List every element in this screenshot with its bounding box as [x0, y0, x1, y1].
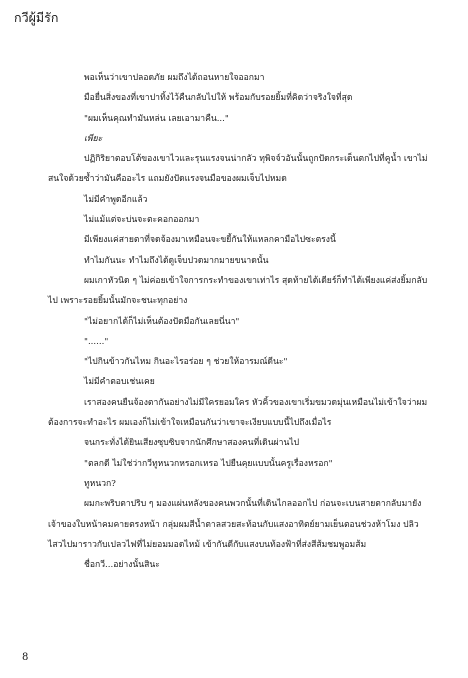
paragraph: "ไม่อยากได้ก็ไม่เห็นต้องปัดมือกันเลยนี่นา" [84, 316, 240, 327]
paragraph: ทูหนวก? [84, 478, 116, 489]
paragraph: ผมเกาหัวนิด ๆ ไม่ค่อยเข้าใจการกระทำของเขาเท่าไร สุดท้ายได้เดียร์ก็ทำได้เพียงแค่ส่งยิ้มกลับไป เพราะรอยยิ้มนั้นมักจะชนะทุกอย่าง [48, 275, 428, 307]
paragraph: จนกระทั่งได้ยินเสียงซุบซิบจากนักศึกษาสองคนที่เดินผ่านไป [84, 438, 300, 449]
paragraph: มีเพียงแค่สายตาที่จดจ้องมาเหมือนจะขยี้กันให้แหลกคามือไปซะตรงนี้ [84, 235, 336, 246]
paragraph: ชื่อกวี...อย่างนั้นสินะ [84, 560, 160, 571]
paragraph: เราสองคนยืนจ้องตากันอย่างไม่มีใครยอมใคร หัวคิ้วของเขาเริ่มขมวดมุ่นเหมือนไม่เข้าใจว่าผมต้องการจะทำอะไร ผมเองก็ไม่เข้าใจเหมือนกันว่าเขาจะเงียบแบบนี้ไปถึงเมื่อไร [48, 397, 428, 429]
paragraph: ไม่มีคำพูดอีกแล้ว [84, 194, 148, 205]
paragraph: ทำไมกันนะ ทำไมถึงได้ดูเจ็บปวดมากมายขนาดนั้น [84, 255, 269, 266]
paragraph: ปฏิกิริยาตอบโต้ของเขาไวและรุนแรงจนน่ากลัว ทุพิจจ์วอันนั้นถูกปัดกระเด็นตกไปที่คูน้ำ เขาไม่สนใจด้วยซ้ำว่ามันคืออะไร แถมยังปัดแรงจนมือของผมเจ็บไปหมด [48, 154, 428, 185]
paragraph: เพียะ [84, 133, 103, 144]
paragraph: "......" [84, 336, 109, 347]
paragraph: "ผมเห็นคุณทำมันหล่น เลยเอามาคืน..." [84, 113, 229, 124]
paragraph: "ไปกินข้าวกันไหม กินอะไรอร่อย ๆ ช่วยให้อารมณ์ดีนะ" [84, 357, 288, 368]
paragraph: "ตลกดี ไม่ใช่ว่ากวีทูหนวกหรอกเหรอ ไปยืนคุยแบบนั้นครูเรื่องหรอก" [84, 458, 333, 469]
paragraph: พอเห็นว่าเขาปลอดภัย ผมถึงได้ถอนหายใจออกมา [84, 73, 265, 83]
page-number: 8 [22, 652, 29, 663]
paragraph: มือยื่นสิ่งของที่เขาปาทิ้งไว้คืนกลับไปให้ พร้อมกับรอยยิ้มที่คิดว่าจริงใจที่สุด [84, 93, 353, 104]
running-header: กวีผู้มีรัก [14, 10, 59, 25]
body-text [48, 68, 430, 575]
paragraph: ไม่แม้แต่จะบ่นจะตะคอกออกมา [84, 215, 200, 226]
paragraph: ไม่มีคำตอบเช่นเคย [84, 377, 155, 388]
paragraph: ผมกะพริบตาปริบ ๆ มองแผ่นหลังของคนพวกนั้นที่เดินไกลออกไป ก่อนจะเบนสายตากลับมายังเจ้าของใบหน้าคมคายตรงหน้า กลุ่มผมสีน้ำตาลสวยสะท้อนกับแสงอาทิตย์ยามเย็นตอนช่วงห้าโมง ปลิวไสวไปมาราวกับเปลวไฟที่ไม่ยอมมอดไหม้ เข้ากันดีกับแสงบนท้องฟ้าที่ส่งสีส้มชมพูอมส้ม [48, 499, 422, 550]
